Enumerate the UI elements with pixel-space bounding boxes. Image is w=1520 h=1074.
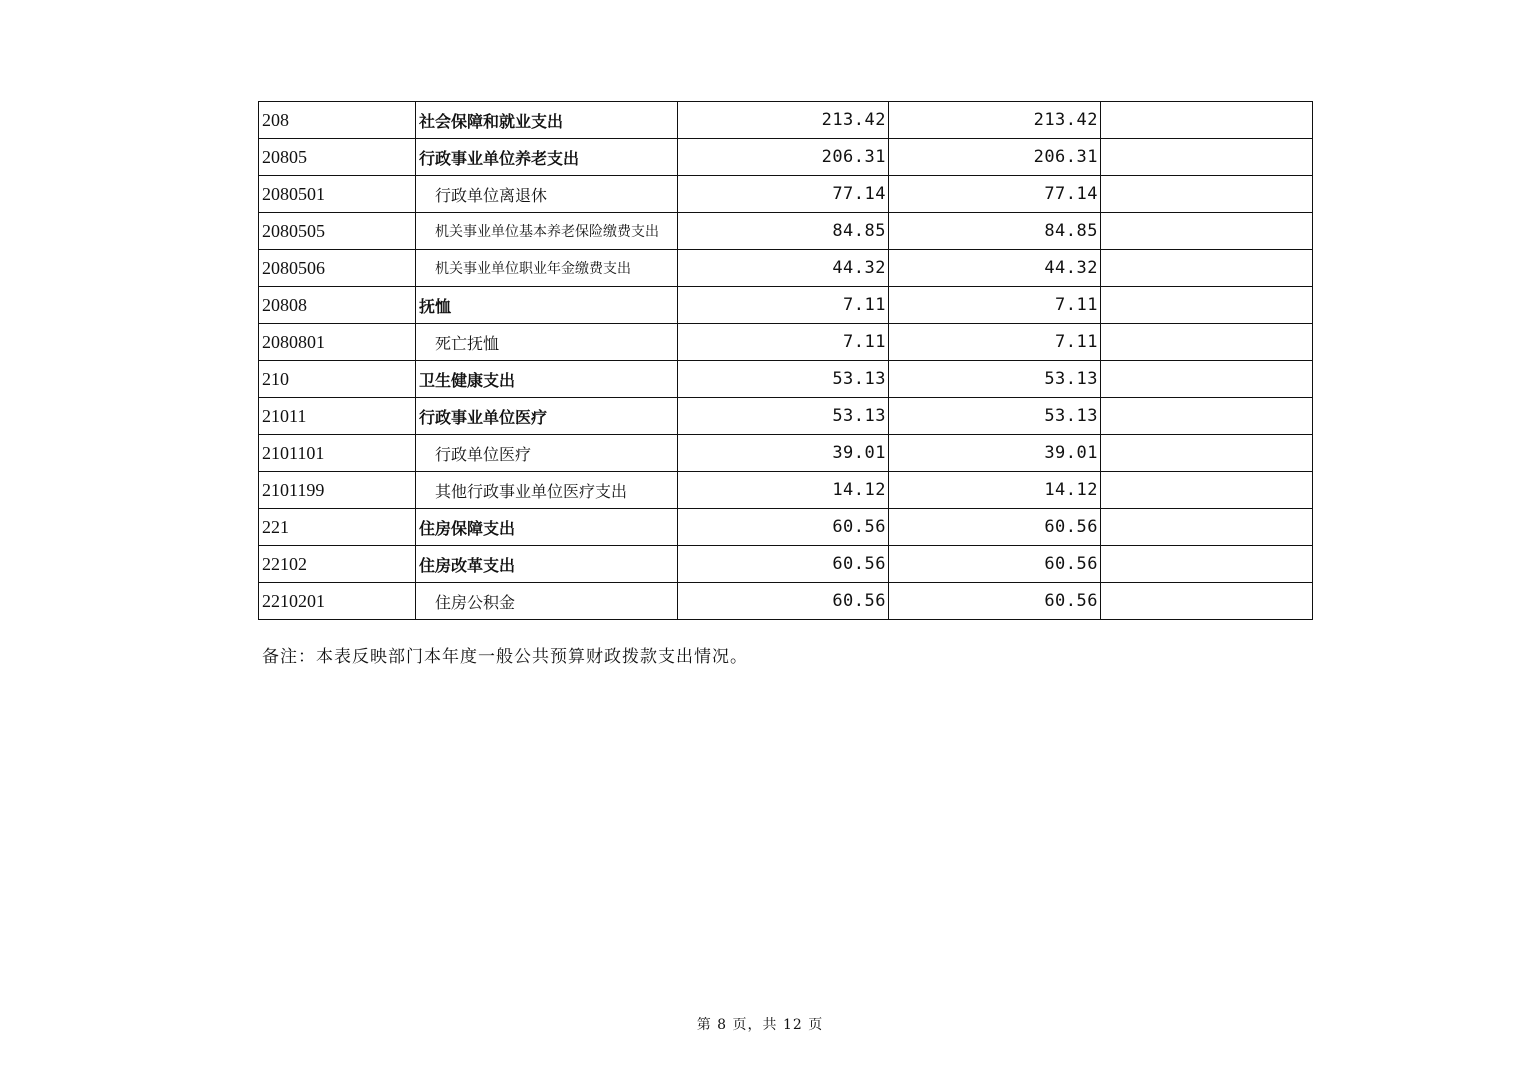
project-expense-cell (1101, 250, 1313, 287)
subject-name-cell: 死亡抚恤 (416, 324, 678, 361)
table-row (259, 213, 1313, 250)
project-expense-cell (1101, 176, 1313, 213)
basic-expense-cell: 206.31 (889, 139, 1101, 176)
subject-name-cell: 其他行政事业单位医疗支出 (416, 472, 678, 509)
project-expense-cell (1101, 583, 1313, 620)
subject-name-cell: 行政事业单位医疗 (416, 398, 678, 435)
basic-expense-cell: 39.01 (889, 435, 1101, 472)
basic-expense-cell: 77.14 (889, 176, 1101, 213)
basic-expense-cell: 60.56 (889, 583, 1101, 620)
subject-name-cell: 行政单位医疗 (416, 435, 678, 472)
subject-code-cell: 210 (259, 361, 416, 398)
total-amount-cell: 60.56 (678, 509, 889, 546)
project-expense-cell (1101, 324, 1313, 361)
basic-expense-cell: 84.85 (889, 213, 1101, 250)
total-amount-cell: 213.42 (678, 102, 889, 139)
budget-table (258, 101, 1313, 620)
table-row (259, 583, 1313, 620)
table-row (259, 102, 1313, 139)
project-expense-cell (1101, 102, 1313, 139)
table-row (259, 398, 1313, 435)
basic-expense-cell: 53.13 (889, 398, 1101, 435)
subject-code-cell: 2210201 (259, 583, 416, 620)
total-amount-cell: 77.14 (678, 176, 889, 213)
table-row (259, 250, 1313, 287)
subject-code-cell: 2080506 (259, 250, 416, 287)
subject-name-cell: 卫生健康支出 (416, 361, 678, 398)
table-note: 备注：本表反映部门本年度一般公共预算财政拨款支出情况。 (262, 647, 748, 667)
table-row (259, 361, 1313, 398)
subject-code-cell: 20805 (259, 139, 416, 176)
project-expense-cell (1101, 435, 1313, 472)
project-expense-cell (1101, 398, 1313, 435)
table-row (259, 546, 1313, 583)
basic-expense-cell: 14.12 (889, 472, 1101, 509)
subject-code-cell: 2101199 (259, 472, 416, 509)
basic-expense-cell: 213.42 (889, 102, 1101, 139)
page-footer: 第 8 页，共 12 页 (696, 1017, 824, 1033)
project-expense-cell (1101, 509, 1313, 546)
subject-name-cell: 住房公积金 (416, 583, 678, 620)
subject-code-cell: 21011 (259, 398, 416, 435)
total-amount-cell: 7.11 (678, 324, 889, 361)
table-row (259, 509, 1313, 546)
basic-expense-cell: 60.56 (889, 509, 1101, 546)
total-amount-cell: 44.32 (678, 250, 889, 287)
table-row (259, 176, 1313, 213)
project-expense-cell (1101, 287, 1313, 324)
total-amount-cell: 7.11 (678, 287, 889, 324)
subject-code-cell: 20808 (259, 287, 416, 324)
project-expense-cell (1101, 546, 1313, 583)
subject-name-cell: 社会保障和就业支出 (416, 102, 678, 139)
total-amount-cell: 84.85 (678, 213, 889, 250)
total-amount-cell: 60.56 (678, 546, 889, 583)
subject-code-cell: 22102 (259, 546, 416, 583)
basic-expense-cell: 60.56 (889, 546, 1101, 583)
subject-code-cell: 221 (259, 509, 416, 546)
total-amount-cell: 60.56 (678, 583, 889, 620)
subject-name-cell: 行政单位离退休 (416, 176, 678, 213)
total-amount-cell: 206.31 (678, 139, 889, 176)
total-amount-cell: 53.13 (678, 398, 889, 435)
subject-code-cell: 2080505 (259, 213, 416, 250)
subject-name-cell: 住房保障支出 (416, 509, 678, 546)
basic-expense-cell: 53.13 (889, 361, 1101, 398)
table-row (259, 472, 1313, 509)
subject-name-cell: 住房改革支出 (416, 546, 678, 583)
table-row (259, 287, 1313, 324)
project-expense-cell (1101, 472, 1313, 509)
subject-name-cell: 行政事业单位养老支出 (416, 139, 678, 176)
basic-expense-cell: 44.32 (889, 250, 1101, 287)
table-row (259, 435, 1313, 472)
basic-expense-cell: 7.11 (889, 287, 1101, 324)
total-amount-cell: 39.01 (678, 435, 889, 472)
subject-code-cell: 2080501 (259, 176, 416, 213)
subject-code-cell: 2080801 (259, 324, 416, 361)
subject-name-cell: 机关事业单位职业年金缴费支出 (416, 250, 678, 287)
table-row (259, 324, 1313, 361)
subject-code-cell: 2101101 (259, 435, 416, 472)
subject-code-cell: 208 (259, 102, 416, 139)
table-row (259, 139, 1313, 176)
subject-name-cell: 抚恤 (416, 287, 678, 324)
project-expense-cell (1101, 361, 1313, 398)
project-expense-cell (1101, 139, 1313, 176)
table-body (259, 102, 1313, 620)
total-amount-cell: 14.12 (678, 472, 889, 509)
total-amount-cell: 53.13 (678, 361, 889, 398)
subject-name-cell: 机关事业单位基本养老保险缴费支出 (416, 213, 678, 250)
basic-expense-cell: 7.11 (889, 324, 1101, 361)
project-expense-cell (1101, 213, 1313, 250)
